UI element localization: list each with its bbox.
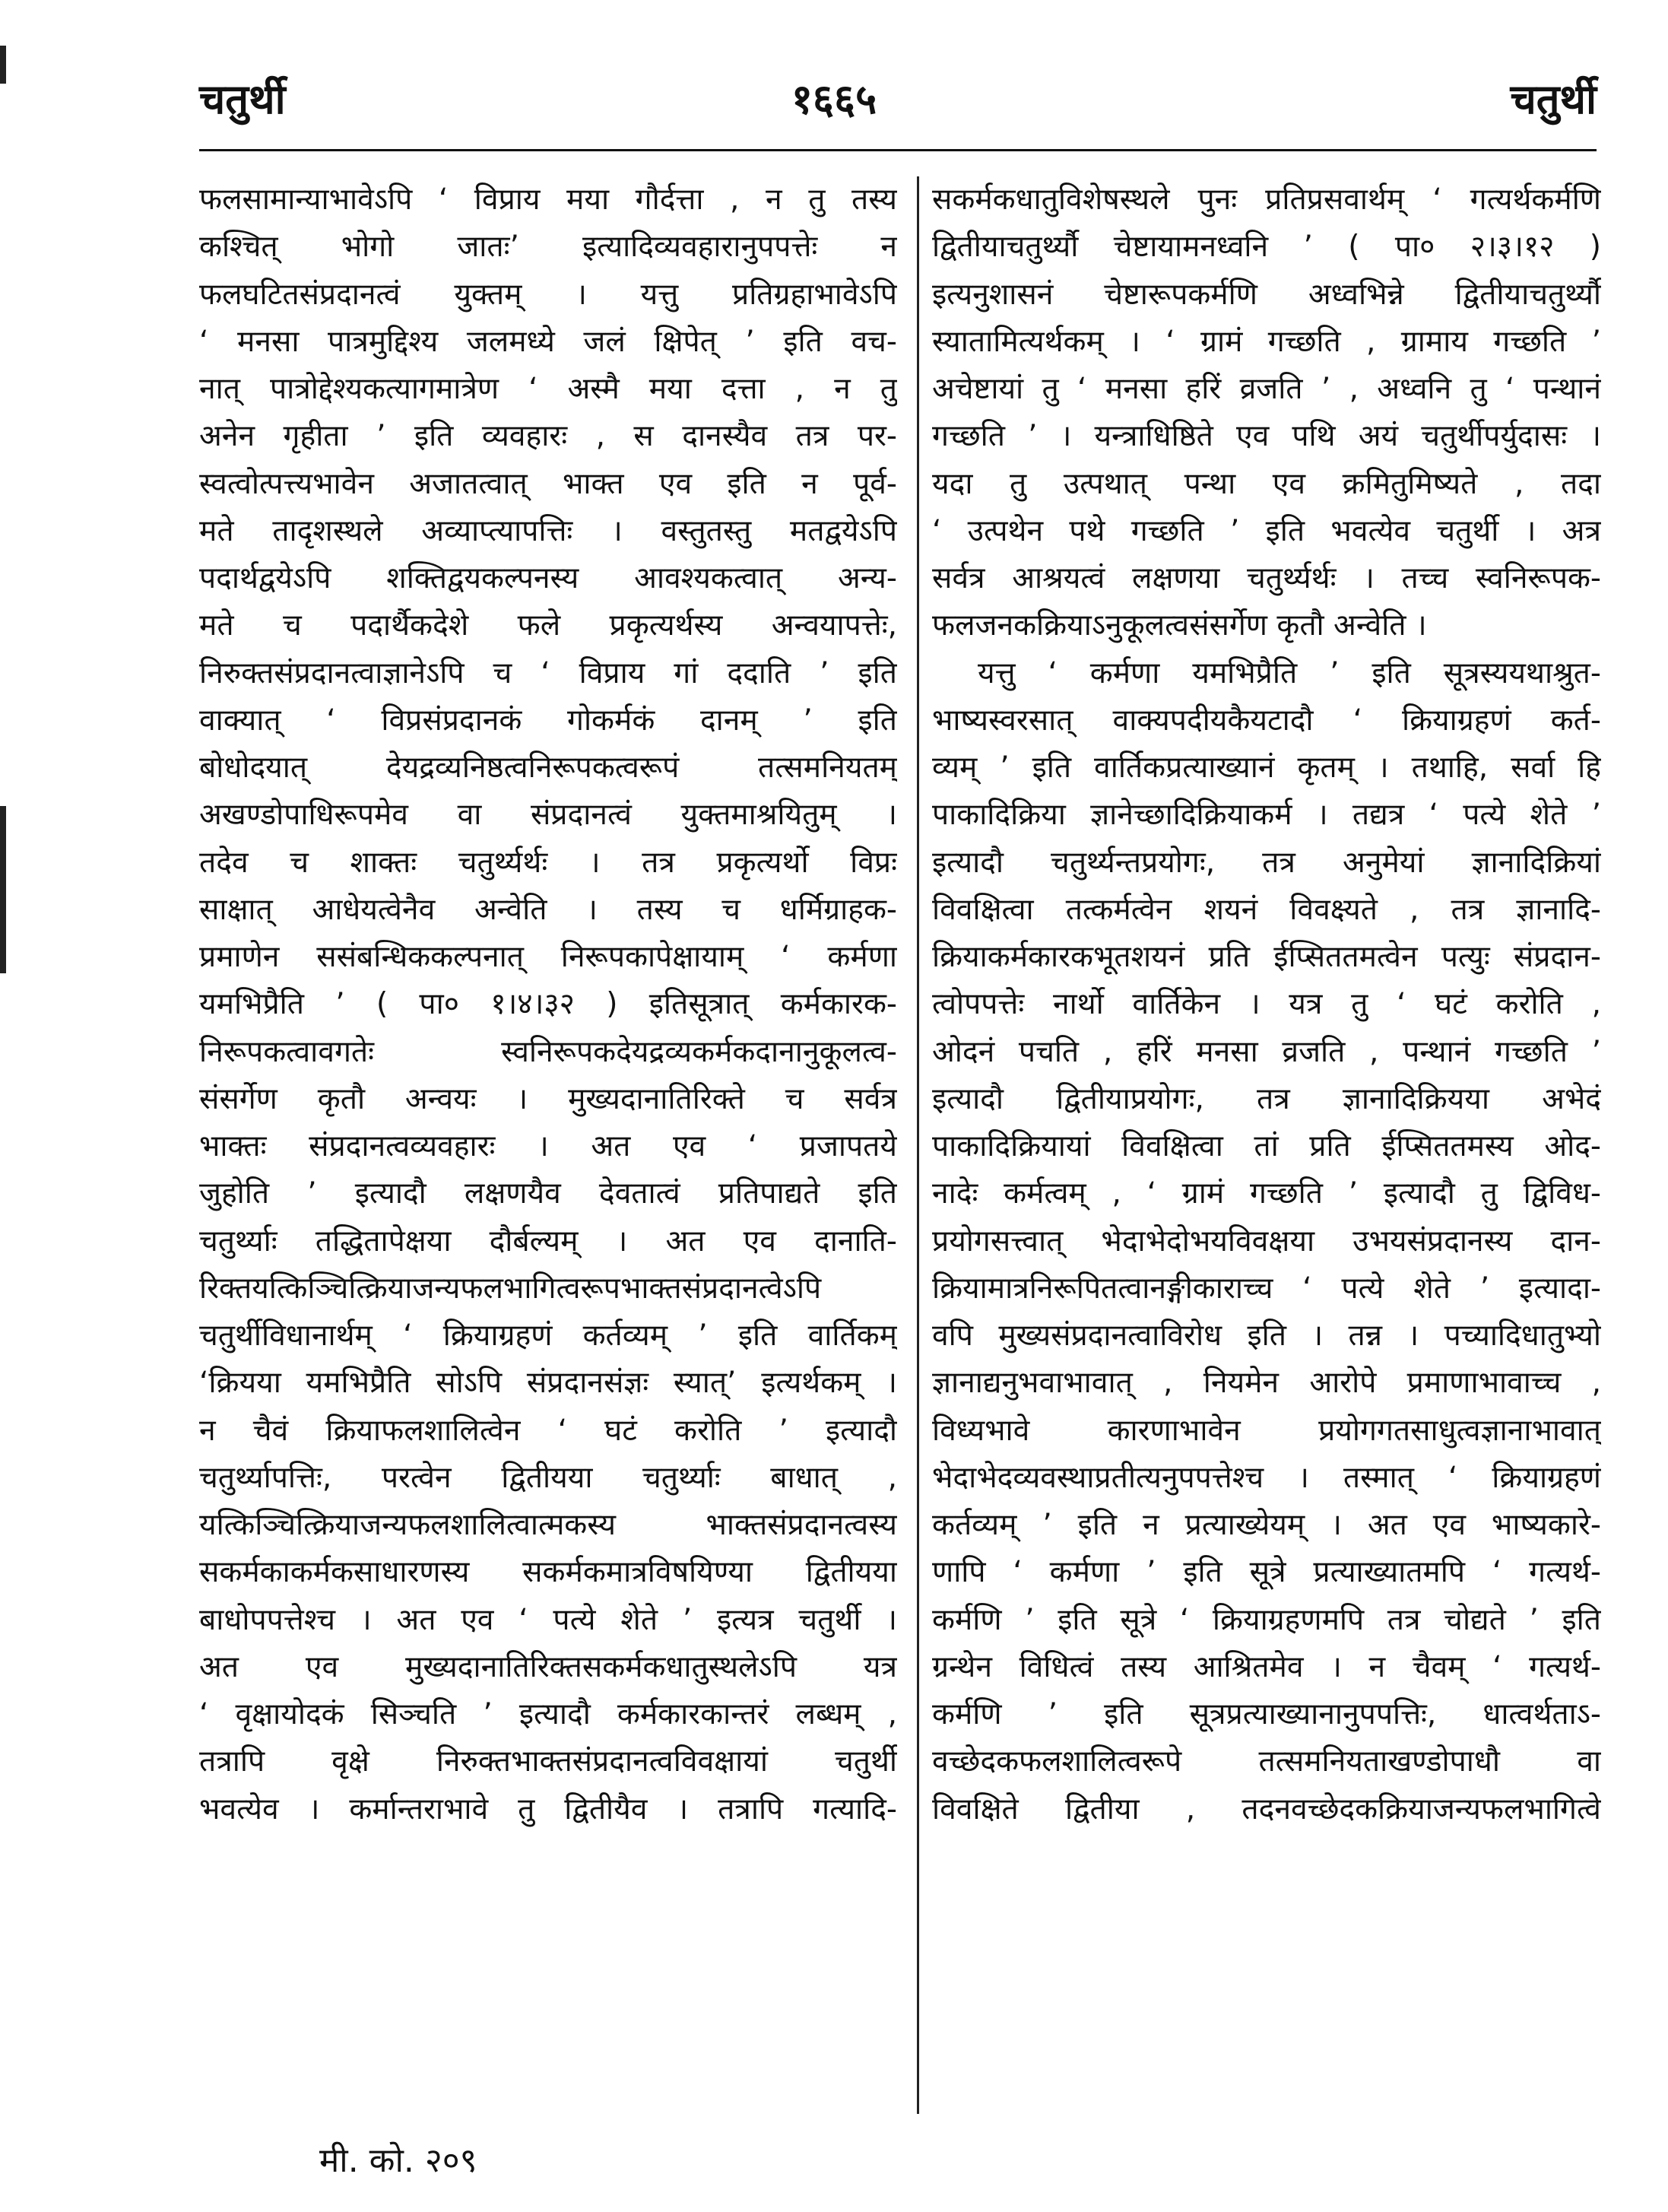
text-line: निरुक्तसंप्रदानत्वाज्ञानेऽपि च ‘ विप्राय गां ददाति ’ इति: [199, 655, 897, 690]
text-line: चतुर्थीविधानार्थम् ‘ क्रियाग्रहणं कर्तव्यम् ’ इति वार्तिकम्: [199, 1319, 897, 1353]
text-line: सकर्मकाकर्मकसाधारणस्य सकर्मकमात्रविषयिण्या द्वितीयया: [199, 1555, 897, 1590]
text-line: ‘ वृक्षायोदकं सिञ्चति ’ इत्यादौ कर्मकारकान्तरं लब्धम् ,: [199, 1697, 897, 1731]
text-line: गच्छति ’ । यन्त्राधिष्ठिते एव पथि अयं चतुर्थीपर्युदासः ।: [932, 419, 1601, 454]
text-line: फलसामान्याभावेऽपि ‘ विप्राय मया गौर्दत्ता , न तु तस्य: [199, 182, 897, 217]
text-line: नादेः कर्मत्वम् , ‘ ग्रामं गच्छति ’ इत्यादौ तु द्विविध-: [932, 1176, 1601, 1211]
text-line: प्रयोगसत्त्वात् भेदाभेदोभयविवक्षया उभयसंप्रदानस्य दान-: [932, 1223, 1601, 1258]
text-line: पाकादिक्रियायां विवक्षित्वा तां प्रति ईप्सिततमस्य ओद-: [932, 1129, 1601, 1163]
text-line: भेदाभेदव्यवस्थाप्रतीत्यनुपपत्तेश्च । तस्मात् ‘ क्रियाग्रहणं: [932, 1460, 1601, 1495]
text-line: अचेष्टायां तु ‘ मनसा हरिं व्रजति ’ , अध्वनि तु ‘ पन्थानं: [932, 372, 1601, 406]
left-column: [199, 176, 897, 1833]
text-line: ‘ मनसा पात्रमुद्दिश्य जलमध्ये जलं क्षिपेत् ’ इति वच-: [199, 324, 897, 359]
text-line: भाक्तः संप्रदानत्वव्यवहारः । अत एव ‘ प्रजापतये: [199, 1129, 897, 1163]
text-line: संसर्गेण कृतौ अन्वयः । मुख्यदानातिरिक्ते च सर्वत्र: [199, 1081, 897, 1116]
text-line: त्वोपपत्तेः नार्थो वार्तिकेन । यत्र तु ‘ घटं करोति ,: [932, 987, 1601, 1022]
running-head-right: चतुर्थी: [1510, 75, 1597, 123]
text-line: साक्षात् आधेयत्वेनैव अन्वेति । तस्य च धर्मिग्राहक-: [199, 892, 897, 927]
text-line: णापि ‘ कर्मणा ’ इति सूत्रे प्रत्याख्यातमपि ‘ गत्यर्थ-: [932, 1555, 1601, 1590]
text-line: अनेन गृहीता ’ इति व्यवहारः , स दानस्यैव तत्र पर-: [199, 419, 897, 454]
text-line: तत्रापि वृक्षे निरुक्तभाक्तसंप्रदानत्वविवक्षायां चतुर्थी: [199, 1744, 897, 1779]
text-line: कर्मणि ’ इति सूत्रे ‘ क्रियाग्रहणमपि तत्र चोद्यते ’ इति: [932, 1602, 1601, 1637]
footer-signature: मी. को. २०९: [319, 2141, 477, 2180]
text-line: इत्यादौ चतुर्थ्यन्तप्रयोगः, तत्र अनुमेयां ज्ञानादिक्रियां: [932, 845, 1601, 880]
text-line: इत्यनुशासनं चेष्टारूपकर्मणि अध्वभिन्ने द्वितीयाचतुर्थ्यौ: [932, 277, 1601, 312]
text-line: वाक्यात् ‘ विप्रसंप्रदानकं गोकर्मकं दानम् ’ इति: [199, 703, 897, 738]
text-line: क्रियामात्रनिरूपितत्वानङ्गीकाराच्च ‘ पत्ये शेते ’ इत्यादा-: [932, 1271, 1601, 1306]
text-line: न चैवं क्रियाफलशालित्वेन ‘ घटं करोति ’ इत्यादौ: [199, 1413, 897, 1448]
text-line: कश्चित् भोगो जातः’ इत्यादिव्यवहारानुपपत्तेः न: [199, 230, 897, 265]
header-rule: [199, 149, 1597, 151]
text-line: पदार्थद्वयेऽपि शक्तिद्वयकल्पनस्य आवश्यकत्वात् अन्य-: [199, 561, 897, 595]
text-line: मते च पदार्थैकदेशे फले प्रकृत्यर्थस्य अन्वयापत्तेः,: [199, 608, 897, 643]
text-line: यदा तु उत्पथात् पन्था एव क्रमितुमिष्यते , तदा: [932, 466, 1601, 501]
text-line: नात् पात्रोद्देश्यकत्यागमात्रेण ‘ अस्मै मया दत्ता , न तु: [199, 372, 897, 406]
text-line: यत्किञ्चित्क्रियाजन्यफलशालित्वात्मकस्य भाक्तसंप्रदानत्वस्य: [199, 1508, 897, 1542]
text-line: सर्वत्र आश्रयत्वं लक्षणया चतुर्थ्यर्थः । तच्च स्वनिरूपक-: [932, 561, 1601, 595]
text-line: यमभिप्रैति ’ ( पा० १।४।३२ ) इतिसूत्रात् कर्मकारक-: [199, 987, 897, 1022]
text-line: चतुर्थ्याः तद्धितापेक्षया दौर्बल्यम् । अत एव दानाति-: [199, 1223, 897, 1258]
text-line: व्यम् ’ इति वार्तिकप्रत्याख्यानं कृतम् । तथाहि, सर्वा हि: [932, 751, 1601, 785]
text-line: फलजनकक्रियाऽनुकूलत्वसंसर्गेण कृतौ अन्वेति ।: [932, 608, 1427, 643]
running-head-left: चतुर्थी: [199, 75, 286, 123]
text-line: रिक्तयत्किञ्चित्क्रियाजन्यफलभागित्वरूपभाक्तसंप्रदानत्वेऽपि: [199, 1271, 822, 1306]
text-line: बाधोपपत्तेश्च । अत एव ‘ पत्ये शेते ’ इत्यत्र चतुर्थी ।: [199, 1602, 897, 1637]
text-line: द्वितीयाचतुर्थ्यौ चेष्टायामनध्वनि ’ ( पा० २।३।१२ ): [932, 230, 1601, 265]
text-line: भवत्येव । कर्मान्तराभावे तु द्वितीयैव । तत्रापि गत्यादि-: [199, 1791, 897, 1826]
text-line: विवक्षिते द्वितीया , तदनवच्छेदकक्रियाजन्यफलभागित्वे: [932, 1791, 1601, 1826]
text-line: ज्ञानाद्यनुभवाभावात् , नियमेन आरोपे प्रमाणाभावाच्च ,: [932, 1366, 1601, 1401]
text-line: अखण्डोपाधिरूपमेव वा संप्रदानत्वं युक्तमाश्रयितुम् ।: [199, 798, 897, 833]
text-line: कर्तव्यम् ’ इति न प्रत्याख्येयम् । अत एव भाष्यकारे-: [932, 1508, 1601, 1542]
text-line: विध्यभावे कारणाभावेन प्रयोगगतसाधुत्वज्ञानाभावात्: [932, 1413, 1601, 1448]
text-line: ‘क्रियया यमभिप्रैति सोऽपि संप्रदानसंज्ञः स्यात्’ इत्यर्थकम् ।: [199, 1366, 897, 1401]
page-number: १६६५: [791, 75, 877, 123]
text-line: विवक्षित्वा तत्कर्मत्वेन शयनं विवक्ष्यते , तत्र ज्ञानादि-: [932, 892, 1601, 927]
text-line: चतुर्थ्यापत्तिः, परत्वेन द्वितीयया चतुर्थ्याः बाधात् ,: [199, 1460, 897, 1495]
column-divider: [917, 176, 919, 2114]
text-line: क्रियाकर्मकारकभूतशयनं प्रति ईप्सिततमत्वेन पत्युः संप्रदान-: [932, 940, 1601, 974]
right-column: [932, 176, 1601, 1833]
text-line: जुहोति ’ इत्यादौ लक्षणयैव देवतात्वं प्रतिपाद्यते इति: [199, 1176, 897, 1211]
scan-edge-mark: [0, 806, 6, 973]
text-line: ‘ उत्पथेन पथे गच्छति ’ इति भवत्येव चतुर्थी । अत्र: [932, 513, 1601, 548]
text-line: निरूपकत्वावगतेः स्वनिरूपकदेयद्रव्यकर्मकदानानुकूलत्व-: [199, 1034, 897, 1069]
text-line: ओदनं पचति , हरिं मनसा व्रजति , पन्थानं गच्छति ’: [932, 1034, 1601, 1069]
text-line: स्यातामित्यर्थकम् । ‘ ग्रामं गच्छति , ग्रामाय गच्छति ’: [932, 324, 1601, 359]
text-line: वपि मुख्यसंप्रदानत्वाविरोध इति । तन्न । पच्यादिधातुभ्यो: [932, 1319, 1601, 1353]
scan-edge-mark: [0, 46, 6, 84]
text-line: फलघटितसंप्रदानत्वं युक्तम् । यत्तु प्रतिग्रहाभावेऽपि: [199, 277, 897, 312]
text-line: भाष्यस्वरसात् वाक्यपदीयकैयटादौ ‘ क्रियाग्रहणं कर्त-: [932, 703, 1601, 738]
text-line: वच्छेदकफलशालित्वरूपे तत्समनियताखण्डोपाधौ वा: [932, 1744, 1601, 1779]
text-line: स्वत्वोत्पत्त्यभावेन अजातत्वात् भाक्त एव इति न पूर्व-: [199, 466, 897, 501]
text-line: ग्रन्थेन विधित्वं तस्य आश्रितमेव । न चैवम् ‘ गत्यर्थ-: [932, 1649, 1601, 1684]
text-line: प्रमाणेन ससंबन्धिककल्पनात् निरूपकापेक्षायाम् ‘ कर्मणा: [199, 940, 897, 974]
text-line: कर्मणि ’ इति सूत्रप्रत्याख्यानानुपपत्तिः, धात्वर्थताऽ-: [932, 1697, 1601, 1731]
text-line: मते तादृशस्थले अव्याप्त्यापत्तिः । वस्तुतस्तु मतद्वयेऽपि: [199, 513, 897, 548]
text-line: यत्तु ‘ कर्मणा यमभिप्रैति ’ इति सूत्रस्ययथाश्रुत-: [978, 655, 1601, 690]
text-line: पाकादिक्रिया ज्ञानेच्छादिक्रियाकर्म । तद्यत्र ‘ पत्ये शेते ’: [932, 798, 1601, 833]
text-line: सकर्मकधातुविशेषस्थले पुनः प्रतिप्रसवार्थम् ‘ गत्यर्थकर्मणि: [932, 182, 1601, 217]
text-line: बोधोदयात् देयद्रव्यनिष्ठत्वनिरूपकत्वरूपं तत्समनियतम्: [199, 751, 897, 785]
text-line: तदेव च शाक्तः चतुर्थ्यर्थः । तत्र प्रकृत्यर्थो विप्रः: [199, 845, 897, 880]
text-line: अत एव मुख्यदानातिरिक्तसकर्मकधातुस्थलेऽपि यत्र: [199, 1649, 897, 1684]
text-line: इत्यादौ द्वितीयाप्रयोगः, तत्र ज्ञानादिक्रियया अभेदं: [932, 1081, 1601, 1116]
